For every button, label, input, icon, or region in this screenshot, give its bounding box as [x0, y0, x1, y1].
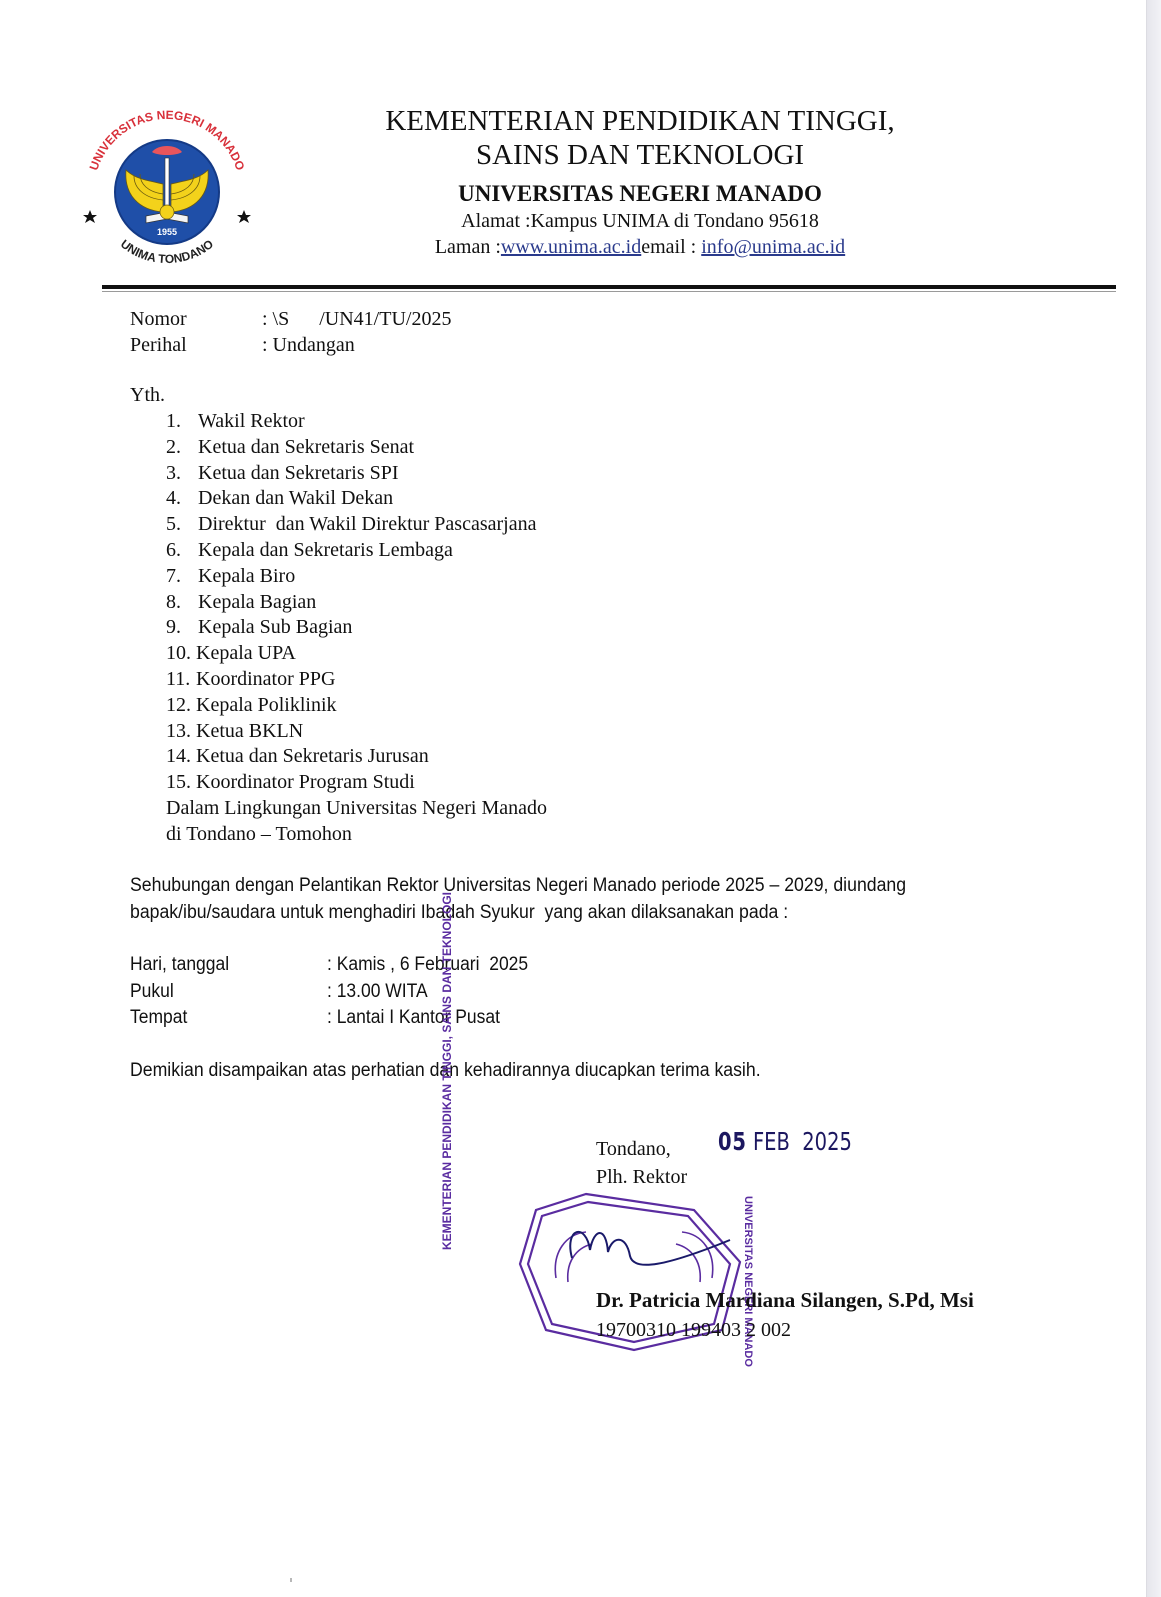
- signer-name: Dr. Patricia Mardiana Silangen, S.Pd, Msi: [596, 1288, 974, 1312]
- contact-line: [320, 234, 960, 260]
- list-item: 11. Koordinator PPG: [166, 667, 336, 690]
- salutation: Yth.: [130, 384, 165, 406]
- logo-year: 1955: [156, 227, 178, 237]
- seal-text-outer: KEMENTERIAN PENDIDIKAN TINGGI, SAINS DAN TEKNOLOGI: [440, 891, 454, 1250]
- list-item: 2. Ketua dan Sekretaris Senat: [166, 435, 415, 458]
- body-line: Sehubungan dengan Pelantikan Rektor Universitas Negeri Manado periode 2025 – 2029, diundang: [130, 875, 907, 896]
- letterhead-divider-thin: [102, 291, 1116, 292]
- detail-label: Hari, tanggal: [130, 954, 230, 975]
- list-item: 15. Koordinator Program Studi: [166, 771, 415, 794]
- recipient-location: di Tondano – Tomohon: [166, 822, 352, 845]
- ministry-name-line2: SAINS DAN TEKNOLOGI: [475, 139, 805, 171]
- detail-label: Tempat: [130, 1007, 188, 1028]
- nomor-label: Nomor: [130, 308, 187, 330]
- list-item: 8. Kepala Bagian: [166, 590, 317, 613]
- detail-value: : 13.00 WITA: [327, 981, 428, 1002]
- list-item: 7. Kepala Biro: [166, 564, 296, 587]
- letterhead: [320, 104, 960, 260]
- seal-text-inner: UNIVERSITAS NEGERI MANADO: [742, 1196, 754, 1367]
- list-item: 6. Kepala dan Sekretaris Lembaga: [166, 538, 453, 561]
- list-item: 4. Dekan dan Wakil Dekan: [166, 487, 394, 510]
- email-link[interactable]: info@unima.ac.id: [701, 236, 846, 258]
- list-item: 13. Ketua BKLN: [166, 719, 304, 742]
- list-item: 14. Ketua dan Sekretaris Jurusan: [166, 745, 429, 768]
- date-stamp-day: 05: [718, 1127, 747, 1156]
- logo-torch: [165, 158, 169, 212]
- letterhead-divider: [102, 285, 1116, 289]
- signer-position: Plh. Rektor: [596, 1166, 688, 1188]
- detail-value: : Kamis , 6 Februari 2025: [327, 954, 529, 975]
- list-item: 12. Kepala Poliklinik: [166, 693, 337, 716]
- date-stamp: [718, 1127, 852, 1157]
- list-item: 10. Kepala UPA: [166, 642, 296, 665]
- address: Alamat :Kampus UNIMA di Tondano 95618: [461, 210, 819, 232]
- university-name: UNIVERSITAS NEGERI MANADO: [458, 181, 822, 206]
- page-edge-shadow: [1146, 0, 1161, 1597]
- website-label: Laman :: [434, 236, 501, 258]
- nomor-value: : \S /UN41/TU/2025: [262, 308, 452, 330]
- perihal-value: : Undangan: [262, 334, 355, 356]
- detail-label: Pukul: [130, 981, 174, 1002]
- recipient-scope: Dalam Lingkungan Universitas Negeri Manado: [166, 796, 548, 819]
- signer-nip: 19700310 199403 2 002: [596, 1319, 791, 1341]
- body-line: bapak/ibu/saudara untuk menghadiri Ibadah Syukur yang akan dilaksanakan pada :: [130, 902, 789, 923]
- logo-arc-bottom: UNIMA TONDANO: [117, 236, 217, 267]
- ministry-name-line1: KEMENTERIAN PENDIDIKAN TINGGI,: [385, 105, 895, 137]
- date-stamp-month-year: FEB 2025: [752, 1127, 852, 1156]
- closing-sentence: Demikian disampaikan atas perhatian dan kehadirannya diucapkan terima kasih.: [130, 1060, 761, 1081]
- university-logo: [80, 96, 254, 274]
- star-icon: [237, 210, 251, 223]
- logo-arc-top: UNIVERSITAS NEGERI MANADO: [86, 107, 248, 173]
- email-label: email :: [641, 236, 702, 258]
- detail-value: : Lantai I Kantor Pusat: [327, 1007, 500, 1028]
- seal-emblem: [555, 1232, 712, 1282]
- signature-place: Tondano,: [596, 1138, 671, 1160]
- star-icon: [83, 210, 97, 223]
- list-item: 9. Kepala Sub Bagian: [166, 616, 353, 639]
- perihal-label: Perihal: [130, 334, 187, 356]
- website-link[interactable]: www.unima.ac.id: [500, 236, 642, 258]
- list-item: 1. Wakil Rektor: [166, 410, 305, 432]
- recipient-list: [166, 409, 547, 848]
- body-paragraph: [130, 872, 906, 926]
- list-item: 3. Ketua dan Sekretaris SPI: [166, 461, 399, 484]
- scan-speck: [290, 1578, 292, 1582]
- list-item: 5. Direktur dan Wakil Direktur Pascasarjana: [166, 513, 537, 536]
